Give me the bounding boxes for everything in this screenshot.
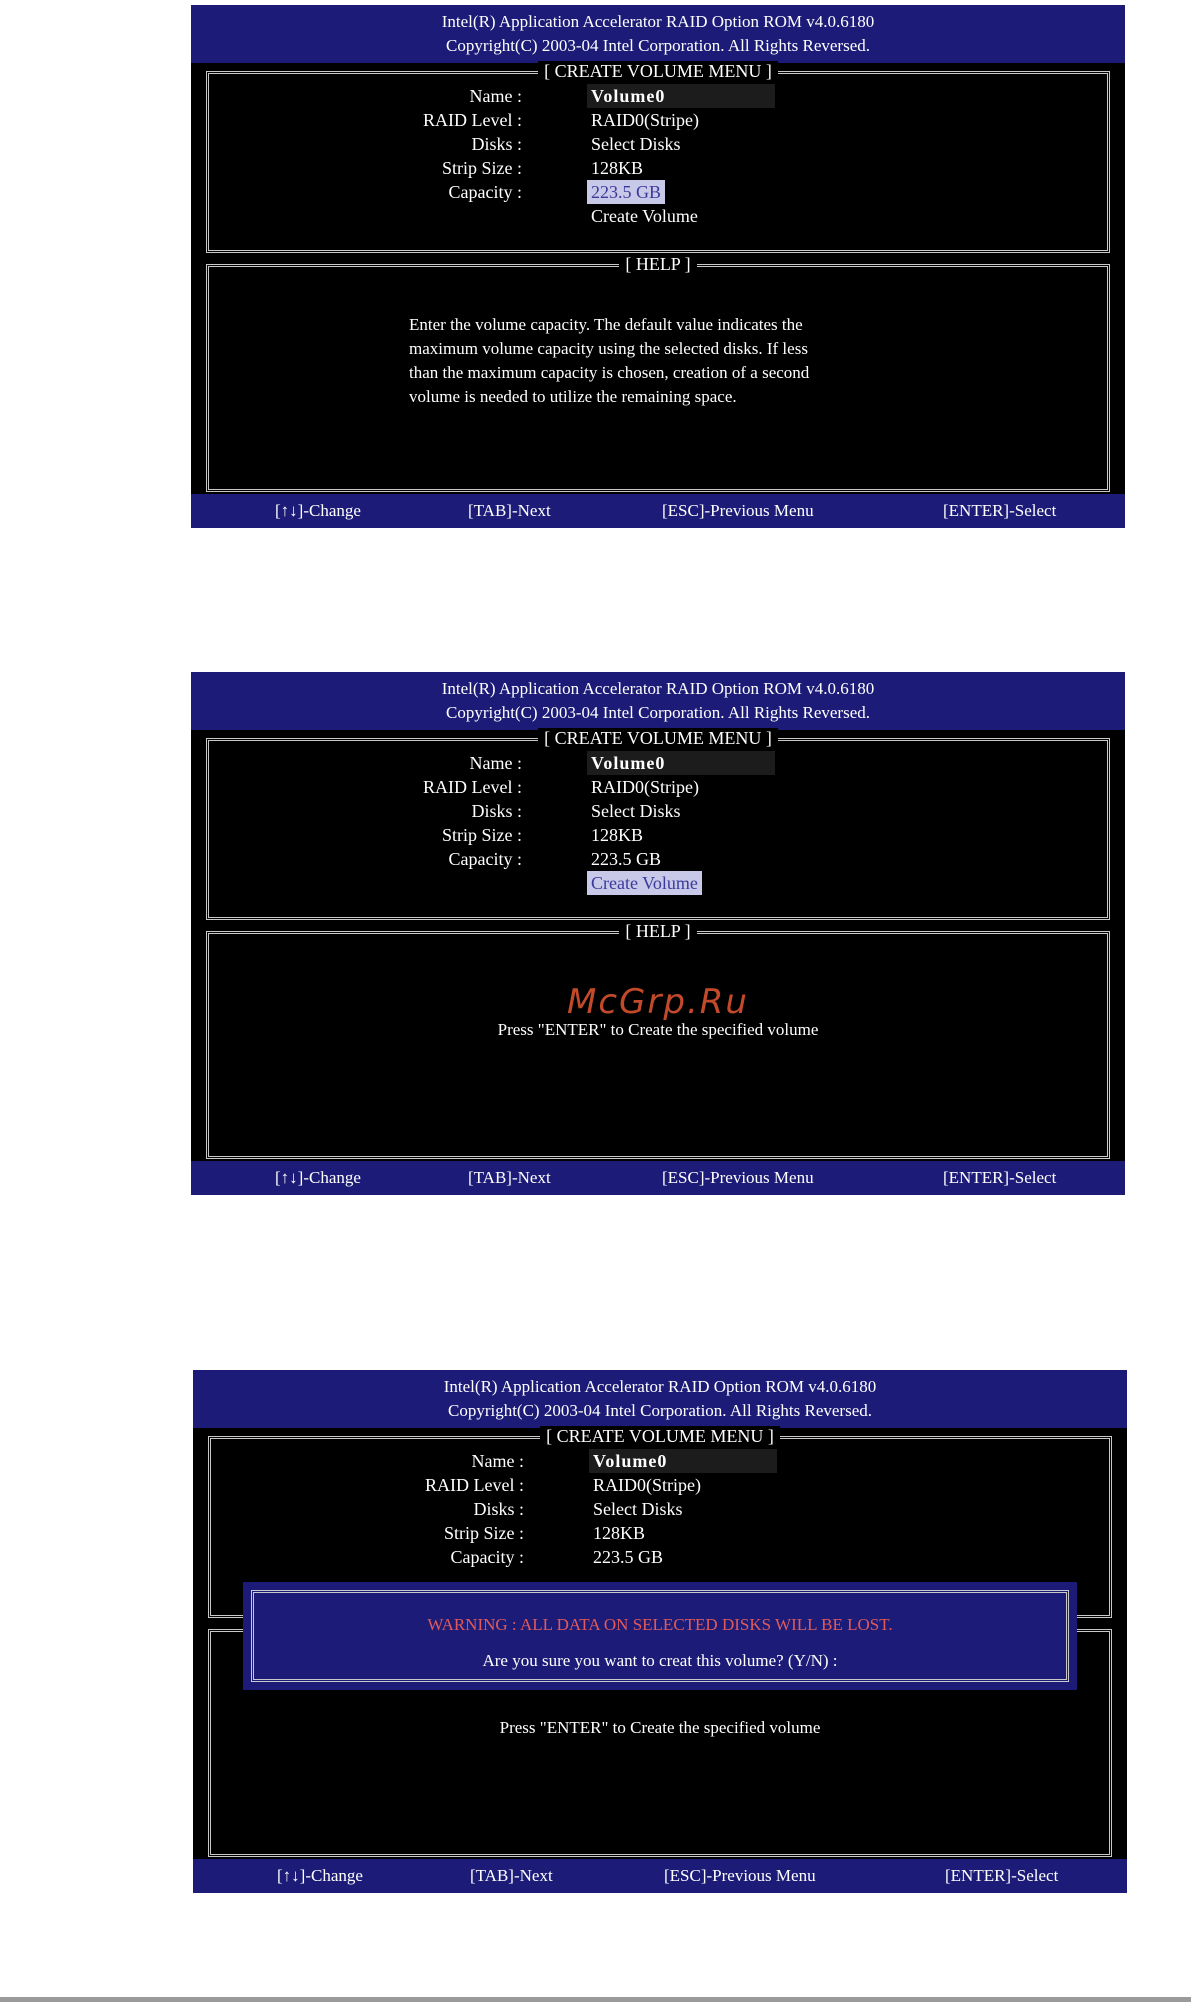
raid-level-value[interactable]: RAID0(Stripe) (591, 777, 699, 797)
menu-title: [ CREATE VOLUME MENU ] (538, 61, 778, 81)
capacity-row[interactable] (209, 847, 1107, 871)
raid-level-value[interactable]: RAID0(Stripe) (591, 110, 699, 130)
raid-level-row[interactable] (209, 775, 1107, 799)
raid-level-label: RAID Level : (423, 777, 522, 797)
help-line: maximum volume capacity using the selected disks. If less (409, 339, 808, 358)
capacity-value[interactable]: 223.5 GB (587, 180, 665, 204)
create-volume-row[interactable] (209, 204, 1107, 228)
name-input[interactable]: Volume0 (589, 1449, 777, 1473)
help-create-text: Press "ENTER" to Create the specified volume (499, 1718, 821, 1737)
disks-value[interactable]: Select Disks (591, 801, 681, 821)
strip-size-row[interactable] (211, 1521, 1109, 1545)
name-label: Name : (469, 753, 522, 773)
strip-size-row[interactable] (209, 823, 1107, 847)
key-select: [ENTER]-Select (943, 501, 1057, 520)
warning-message: WARNING : ALL DATA ON SELECTED DISKS WILL BE LOST. (427, 1615, 893, 1634)
help-title: [ HELP ] (619, 254, 696, 274)
strip-size-row[interactable] (209, 156, 1107, 180)
name-input[interactable]: Volume0 (587, 84, 775, 108)
help-line: than the maximum capacity is chosen, creation of a second (409, 363, 810, 382)
rom-title-bar (191, 672, 1125, 730)
help-panel (206, 254, 1110, 492)
rom-title: Intel(R) Application Accelerator RAID Option ROM v4.0.6180 (441, 12, 875, 31)
create-volume-row[interactable] (209, 871, 1107, 895)
help-line: Enter the volume capacity. The default value indicates the (409, 315, 803, 334)
key-change: [↑↓]-Change (277, 1866, 363, 1885)
name-row[interactable] (211, 1449, 1109, 1473)
create-volume-button[interactable]: Create Volume (591, 206, 698, 226)
key-next: [TAB]-Next (468, 1168, 551, 1187)
create-volume-menu (206, 728, 1110, 920)
create-volume-button[interactable]: Create Volume (587, 871, 702, 895)
capacity-label: Capacity : (448, 182, 522, 202)
watermark: McGrp.Ru (567, 982, 749, 1022)
disks-label: Disks : (471, 134, 522, 154)
confirm-prompt[interactable]: Are you sure you want to creat this volume? (Y/N) : (482, 1651, 838, 1670)
help-panel (206, 921, 1110, 1159)
capacity-row[interactable] (209, 180, 1107, 204)
page-bottom-rule (0, 1997, 1191, 2002)
key-change: [↑↓]-Change (275, 501, 361, 520)
key-help-bar (191, 1161, 1125, 1195)
capacity-value[interactable]: 223.5 GB (593, 1547, 664, 1567)
name-label: Name : (471, 1451, 524, 1471)
menu-title: [ CREATE VOLUME MENU ] (538, 728, 778, 748)
screen-capacity (191, 5, 1125, 528)
warning-dialog[interactable] (243, 1582, 1077, 1690)
disks-row[interactable] (211, 1497, 1109, 1521)
raid-level-row[interactable] (211, 1473, 1109, 1497)
rom-copyright: Copyright(C) 2003-04 Intel Corporation. All Rights Reversed. (447, 1401, 872, 1420)
raid-level-label: RAID Level : (425, 1475, 524, 1495)
screen-create-volume (191, 672, 1125, 1195)
key-select: [ENTER]-Select (945, 1866, 1059, 1885)
name-input[interactable]: Volume0 (587, 751, 775, 775)
rom-title: Intel(R) Application Accelerator RAID Option ROM v4.0.6180 (443, 1377, 877, 1396)
raid-level-value[interactable]: RAID0(Stripe) (593, 1475, 701, 1495)
disks-label: Disks : (471, 801, 522, 821)
rom-copyright: Copyright(C) 2003-04 Intel Corporation. All Rights Reversed. (445, 703, 870, 722)
strip-size-label: Strip Size : (442, 158, 522, 178)
disks-value[interactable]: Select Disks (591, 134, 681, 154)
key-help-bar (193, 1859, 1127, 1893)
key-previous-menu: [ESC]-Previous Menu (662, 501, 814, 520)
disks-row[interactable] (209, 132, 1107, 156)
capacity-label: Capacity : (450, 1547, 524, 1567)
strip-size-value[interactable]: 128KB (591, 825, 644, 845)
name-label: Name : (469, 86, 522, 106)
strip-size-label: Strip Size : (444, 1523, 524, 1543)
help-title: [ HELP ] (619, 921, 696, 941)
help-create-text: Press "ENTER" to Create the specified volume (497, 1020, 819, 1039)
rom-copyright: Copyright(C) 2003-04 Intel Corporation. All Rights Reversed. (445, 36, 870, 55)
key-next: [TAB]-Next (468, 501, 551, 520)
rom-title-bar (191, 5, 1125, 63)
key-help-bar (191, 494, 1125, 528)
disks-row[interactable] (209, 799, 1107, 823)
capacity-value[interactable]: 223.5 GB (591, 849, 662, 869)
disks-label: Disks : (473, 1499, 524, 1519)
create-volume-menu (206, 61, 1110, 253)
key-select: [ENTER]-Select (943, 1168, 1057, 1187)
rom-title: Intel(R) Application Accelerator RAID Option ROM v4.0.6180 (441, 679, 875, 698)
capacity-row[interactable] (211, 1545, 1109, 1569)
raid-level-row[interactable] (209, 108, 1107, 132)
name-row[interactable] (209, 751, 1107, 775)
help-line: volume is needed to utilize the remaining space. (409, 387, 737, 406)
screen-warning (193, 1370, 1127, 1893)
strip-size-value[interactable]: 128KB (591, 158, 644, 178)
key-previous-menu: [ESC]-Previous Menu (664, 1866, 816, 1885)
key-previous-menu: [ESC]-Previous Menu (662, 1168, 814, 1187)
key-change: [↑↓]-Change (275, 1168, 361, 1187)
menu-title: [ CREATE VOLUME MENU ] (540, 1426, 780, 1446)
rom-title-bar (193, 1370, 1127, 1428)
raid-level-label: RAID Level : (423, 110, 522, 130)
capacity-label: Capacity : (448, 849, 522, 869)
key-next: [TAB]-Next (470, 1866, 553, 1885)
name-row[interactable] (209, 84, 1107, 108)
strip-size-value[interactable]: 128KB (593, 1523, 646, 1543)
strip-size-label: Strip Size : (442, 825, 522, 845)
disks-value[interactable]: Select Disks (593, 1499, 683, 1519)
